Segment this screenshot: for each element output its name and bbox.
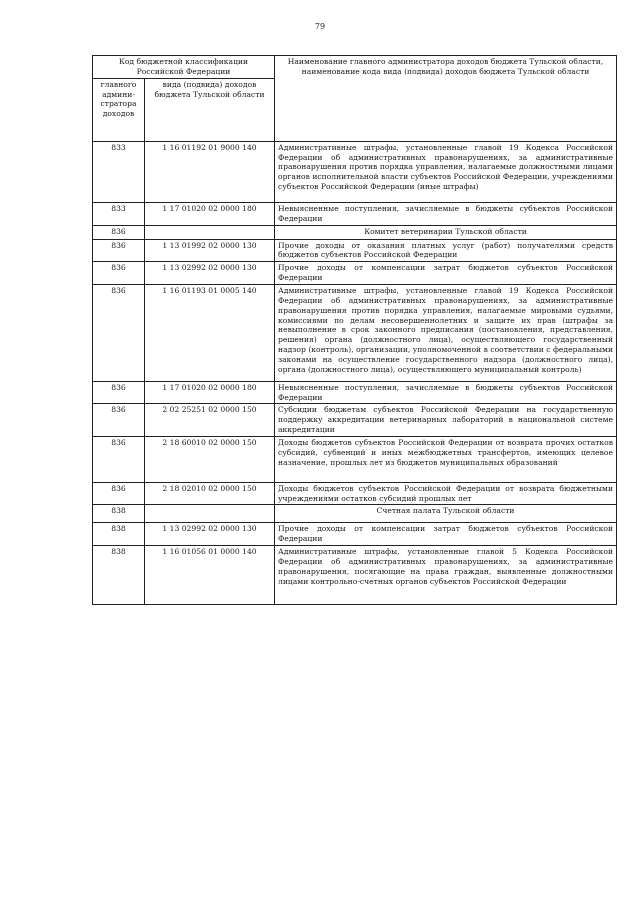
admin-code-cell: 836 bbox=[93, 262, 145, 285]
admin-code-cell: 836 bbox=[93, 404, 145, 437]
admin-code-cell: 838 bbox=[93, 523, 145, 546]
description-cell: Доходы бюджетов субъектов Российской Федерации от возврата бюджетными учреждениями остатков субсидий прошлых лет bbox=[275, 482, 617, 505]
income-code-cell: 1 16 01056 01 0000 140 bbox=[145, 545, 275, 604]
description-cell: Прочие доходы от оказания платных услуг (работ) получателями средств бюджетов субъектов Российской Федерации bbox=[275, 239, 617, 262]
income-code-cell bbox=[145, 225, 275, 239]
admin-code-cell: 833 bbox=[93, 203, 145, 226]
table-row bbox=[93, 437, 617, 483]
income-code-cell: 1 13 02992 02 0000 130 bbox=[145, 262, 275, 285]
description-cell: Субсидии бюджетам субъектов Российской Федерации на государственную поддержку аккредитации ветеринарных лабораторий в национальной системе аккредитации bbox=[275, 404, 617, 437]
admin-code-cell: 836 bbox=[93, 437, 145, 483]
table-row bbox=[93, 262, 617, 285]
income-code-cell: 1 13 02992 02 0000 130 bbox=[145, 523, 275, 546]
header-code-group: Код бюджетной классификации Российской Федерации bbox=[93, 56, 275, 79]
table-body bbox=[93, 141, 617, 605]
income-code-cell: 1 17 01020 02 0000 180 bbox=[145, 203, 275, 226]
table-row bbox=[93, 141, 617, 202]
section-row bbox=[93, 505, 617, 523]
income-code-cell: 2 18 02010 02 0000 150 bbox=[145, 482, 275, 505]
table-row bbox=[93, 545, 617, 604]
admin-code-cell: 838 bbox=[93, 545, 145, 604]
income-code-cell: 1 16 01193 01 0005 140 bbox=[145, 285, 275, 382]
description-cell: Административные штрафы, установленные главой 19 Кодекса Российской Федерации об административных правонарушениях, за административные правонарушения против порядка управления, налагаемые мировыми судьями, комиссиями по делам несовершеннолетних и защите их прав (штрафы за невыполнение в срок законного предписания (постановления, представления, решения) органа (должностного лица), осуществляющего государственный надзор (контроль), организации, уполномоченной в соответствии с федеральными законами на осуществление государственного надзора (должностного лица), органа (должностного лица), осуществляющего муниципальный контроль) bbox=[275, 285, 617, 382]
admin-code-cell: 836 bbox=[93, 285, 145, 382]
header-admin-name: Наименование главного администратора доходов бюджета Тульской области, наименование кода вида (подвида) доходов бюджета Тульской области bbox=[275, 56, 617, 142]
table-row bbox=[93, 381, 617, 404]
table-row bbox=[93, 239, 617, 262]
description-cell: Прочие доходы от компенсации затрат бюджетов субъектов Российской Федерации bbox=[275, 523, 617, 546]
section-title-cell: Комитет ветеринарии Тульской области bbox=[275, 225, 617, 239]
income-code-cell: 1 13 01992 02 0000 130 bbox=[145, 239, 275, 262]
description-cell: Доходы бюджетов субъектов Российской Федерации от возврата прочих остатков субсидий, субвенций и иных межбюджетных трансфертов, имеющих целевое назначение, прошлых лет из бюджетов муниципальных образований bbox=[275, 437, 617, 483]
table-header-row bbox=[93, 56, 617, 79]
income-code-cell: 2 18 60010 02 0000 150 bbox=[145, 437, 275, 483]
section-row bbox=[93, 225, 617, 239]
admin-code-cell: 836 bbox=[93, 225, 145, 239]
table-row bbox=[93, 404, 617, 437]
budget-codes-table bbox=[92, 55, 617, 605]
page-number: 79 bbox=[314, 22, 326, 31]
header-col-admin: главного админи-стратора доходов bbox=[93, 78, 145, 141]
income-code-cell bbox=[145, 505, 275, 523]
table-row bbox=[93, 523, 617, 546]
admin-code-cell: 836 bbox=[93, 381, 145, 404]
header-col-type: вида (подвида) доходов бюджета Тульской области bbox=[145, 78, 275, 141]
income-code-cell: 2 02 25251 02 0000 150 bbox=[145, 404, 275, 437]
income-code-cell: 1 17 01020 02 0000 180 bbox=[145, 381, 275, 404]
admin-code-cell: 833 bbox=[93, 141, 145, 202]
description-cell: Прочие доходы от компенсации затрат бюджетов субъектов Российской Федерации bbox=[275, 262, 617, 285]
description-cell: Невыясненные поступления, зачисляемые в бюджеты субъектов Российской Федерации bbox=[275, 203, 617, 226]
admin-code-cell: 836 bbox=[93, 482, 145, 505]
admin-code-cell: 838 bbox=[93, 505, 145, 523]
table-row bbox=[93, 285, 617, 382]
table-row bbox=[93, 203, 617, 226]
description-cell: Невыясненные поступления, зачисляемые в бюджеты субъектов Российской Федерации bbox=[275, 381, 617, 404]
income-code-cell: 1 16 01192 01 9000 140 bbox=[145, 141, 275, 202]
description-cell: Административные штрафы, установленные главой 19 Кодекса Российской Федерации об административных правонарушениях, за административные правонарушения против порядка управления, налагаемые должностными лицами органов исполнительной власти субъектов Российской Федерации, учреждениями субъектов Российской Федерации (иные штрафы) bbox=[275, 141, 617, 202]
table-row bbox=[93, 482, 617, 505]
admin-code-cell: 836 bbox=[93, 239, 145, 262]
description-cell: Административные штрафы, установленные главой 5 Кодекса Российской Федерации об административных правонарушениях, за административные правонарушения, посягающие на права граждан, выявленные должностными лицами контрольно-счетных органов субъектов Российской Федерации bbox=[275, 545, 617, 604]
section-title-cell: Счетная палата Тульской области bbox=[275, 505, 617, 523]
